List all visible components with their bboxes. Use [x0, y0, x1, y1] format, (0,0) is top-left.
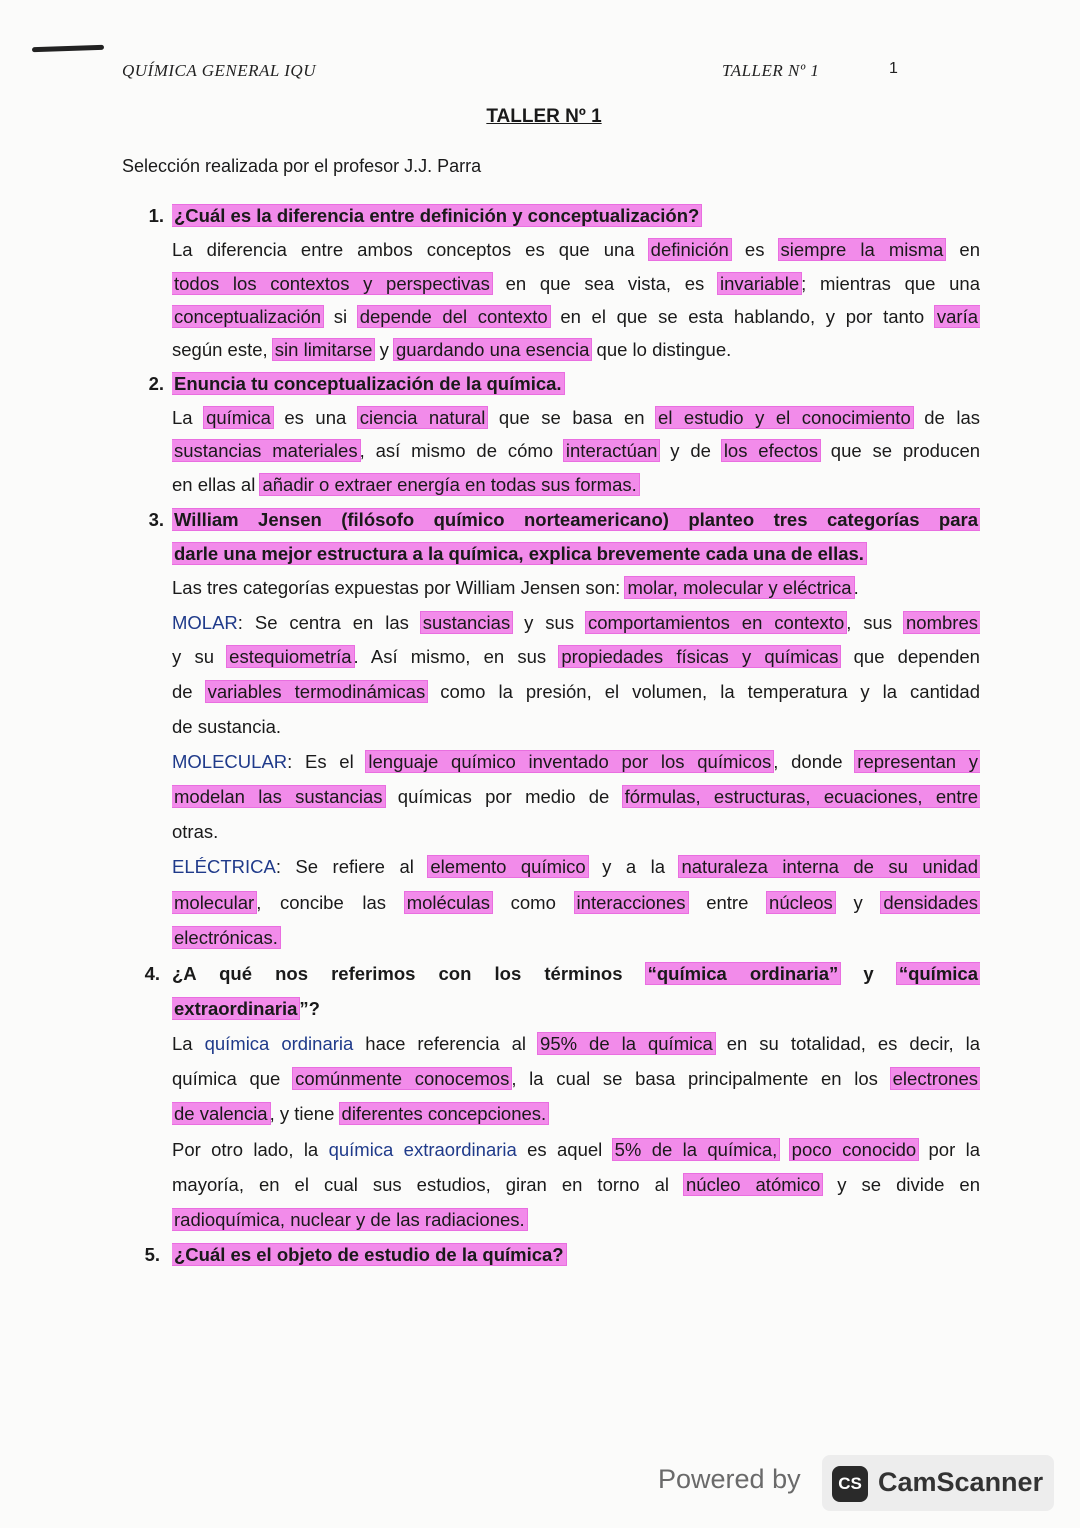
q3-molecular-line-3: otras. [172, 821, 219, 842]
q3-question-line-2: darle una mejor estructura a la química, explica brevemente cada una de ellas. [174, 543, 864, 564]
q1-question: ¿Cuál es la diferencia entre definición y conceptualización? [174, 205, 700, 226]
q1-number: 1. [148, 205, 164, 226]
header-course: QUÍMICA GENERAL IQU [122, 61, 316, 80]
q3-molar-line-3: de variables termodinámicas como la presión, el volumen, la temperatura y la cantidad [172, 681, 980, 702]
q3-electrica-line-3: electrónicas. [174, 927, 278, 948]
q3-electrica-line-2: molecular , concibe las moléculas como interacciones entre núcleos y densidades [174, 892, 978, 913]
q5-question: ¿Cuál es el objeto de estudio de la química? [174, 1244, 564, 1265]
header-workshop: TALLER Nº 1 [722, 61, 820, 80]
q2-line-1: La química es una ciencia natural que se basa en el estudio y el conocimiento de las [172, 407, 980, 428]
byline: Selección realizada por el profesor J.J. Parra [122, 156, 482, 176]
label-electrica: ELÉCTRICA [172, 856, 276, 877]
q4-line-2: química que comúnmente conocemos , la cual se basa principalmente en los electrones [172, 1068, 978, 1089]
q4-question-line-2: extraordinaria ”? [174, 998, 320, 1019]
q3-number: 3. [148, 509, 164, 530]
q4-line-6: radioquímica, nuclear y de las radiaciones. [174, 1209, 525, 1230]
q1-line-2: todos los contextos y perspectivas en que sea vista, es invariable ; mientras que una [174, 273, 980, 294]
q1-line-4: según este, sin limitarse y guardando una esencia que lo distingue. [172, 339, 732, 360]
page-number: 1 [889, 60, 898, 77]
q2-line-2: sustancias materiales , así mismo de cómo interactúan y de los efectos que se producen [174, 440, 980, 461]
q4-line-5: mayoría, en el cual sus estudios, giran en torno al núcleo atómico y se divide en [172, 1174, 980, 1195]
label-molecular: MOLECULAR [172, 751, 288, 772]
q2-number: 2. [148, 373, 164, 394]
q3-question-line-1: William Jensen (filósofo químico norteamericano) planteo tres categorías para [174, 509, 978, 530]
q2-line-3: en ellas al añadir o extraer energía en todas sus formas. [172, 474, 637, 495]
q3-electrica-line-1: ELÉCTRICA: Se refiere al elemento químico y a la naturaleza interna de su unidad [172, 856, 978, 877]
q4-question-line-1: ¿A qué nos referimos con los términos “química ordinaria” y “química [172, 963, 978, 984]
camscanner-brand: CamScanner [878, 1467, 1044, 1497]
q3-molecular-line-1: MOLECULAR: Es el lenguaje químico inventado por los químicos , donde representan y [172, 751, 978, 772]
q4-number: 4. [144, 963, 160, 984]
q4-line-1: La química ordinaria hace referencia al 95% de la química en su totalidad, es decir, la [172, 1033, 980, 1054]
q4-line-3: de valencia , y tiene diferentes concepciones. [174, 1103, 547, 1124]
q3-molar-line-4: de sustancia. [172, 716, 282, 737]
q3-molar-line-1: MOLAR: Se centra en las sustancias y sus comportamientos en contexto , sus nombres [172, 612, 978, 633]
q1-line-1: La diferencia entre ambos conceptos es que una definición es siempre la misma en [172, 239, 980, 260]
q2-question: Enuncia tu conceptualización de la química. [174, 373, 562, 394]
camscanner-logo-icon: CS [832, 1466, 868, 1502]
q3-molecular-line-2: modelan las sustancias químicas por medio de fórmulas, estructuras, ecuaciones, entre [174, 786, 978, 807]
q3-molar-line-2: y su estequiometría . Así mismo, en sus propiedades físicas y químicas que dependen [172, 646, 980, 667]
q5-number: 5. [144, 1244, 160, 1265]
q1-line-3: conceptualización si depende del contexto en el que se esta hablando, y por tanto varía [174, 306, 979, 327]
q4-line-4: Por otro lado, la química extraordinaria es aquel 5% de la química, poco conocido por la [172, 1139, 980, 1160]
page-title: TALLER Nº 1 [486, 106, 602, 127]
scan-smudge [32, 45, 104, 53]
label-molar: MOLAR [172, 612, 238, 633]
q3-intro: Las tres categorías expuestas por William Jensen son: molar, molecular y eléctrica . [172, 577, 859, 598]
powered-by-text: Powered by [658, 1464, 801, 1494]
